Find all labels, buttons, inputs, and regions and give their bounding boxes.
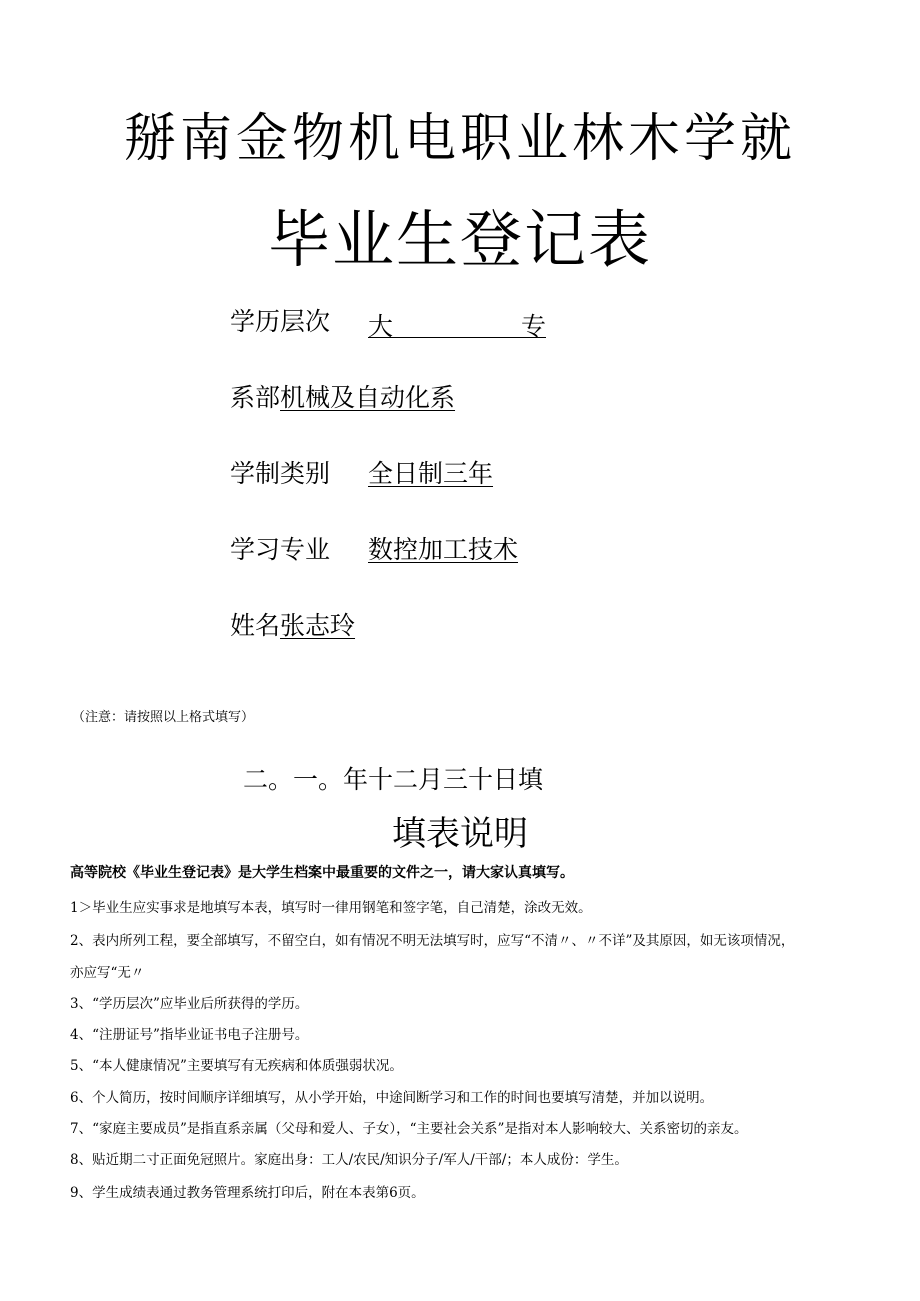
major-label: 学习专业 (230, 535, 331, 564)
format-note: （注意：请按照以上格式填写） (72, 710, 255, 725)
department-value: 机械及自动化系 (280, 383, 456, 412)
form-title: 毕业生登记表 (267, 203, 652, 276)
field-major (230, 530, 518, 566)
instruction-item: 5、“本人健康情况”主要填写有无疾病和体质强弱状况。 (70, 1058, 403, 1074)
name-label: 姓名 (230, 611, 281, 640)
instruction-item: 2、表内所列工程，要全部填写，不留空白，如有情况不明无法填写时，应写“不清〃、〃不详”及其原因，如无该项情况， (70, 933, 795, 949)
instruction-item: 7、“家庭主要成员”是指直系亲属（父母和爱人、子女），“主要社会关系”是指对本人影响较大、关系密切的亲友。 (70, 1121, 748, 1137)
name-value: 张志玲 (280, 611, 356, 640)
major-value: 数控加工技术 (368, 535, 519, 564)
field-department (230, 378, 455, 414)
fill-date: 二。一。年十二月三十日填 (243, 765, 544, 794)
instruction-item: 1＞毕业生应实事求是地填写本表，填写时一律用钢笔和签字笔，自己清楚，涂改无效。 (70, 900, 592, 916)
instruction-item: 6、个人简历，按时间顺序详细填写，从小学开始，中途间断学习和工作的时间也要填写清楚，并加以说明。 (70, 1090, 714, 1106)
instructions-intro: 高等院校《毕业生登记表》是大学生档案中最重要的文件之一，请大家认真填写。 (70, 865, 574, 881)
education-level-value (368, 307, 546, 341)
education-level-label: 学历层次 (230, 307, 331, 336)
instruction-item: 8、贴近期二寸正面免冠照片。家庭出身：工人/农民/知识分子/军人/干部/；本人成份：学生。 (70, 1152, 628, 1168)
education-level-value-left: 大 (368, 312, 394, 341)
school-name: 掰南金物机电职业林木学就 (123, 109, 796, 169)
field-name (230, 606, 355, 642)
education-level-value-right: 专 (520, 312, 546, 341)
program-type-label: 学制类别 (230, 459, 331, 488)
program-type-value: 全日制三年 (368, 459, 494, 488)
department-label: 系部 (230, 383, 281, 412)
instruction-item: 亦应写“无〃 (70, 965, 145, 981)
instruction-item: 4、“注册证号”指毕业证书电子注册号。 (70, 1027, 309, 1043)
instruction-item: 3、“学历层次”应毕业后所获得的学历。 (70, 996, 309, 1012)
instruction-item: 9、学生成绩表通过教务管理系统打印后，附在本表第6页。 (70, 1185, 425, 1201)
field-program-type (230, 454, 493, 490)
instructions-title: 填表说明 (392, 814, 528, 854)
field-education-level (230, 302, 546, 341)
